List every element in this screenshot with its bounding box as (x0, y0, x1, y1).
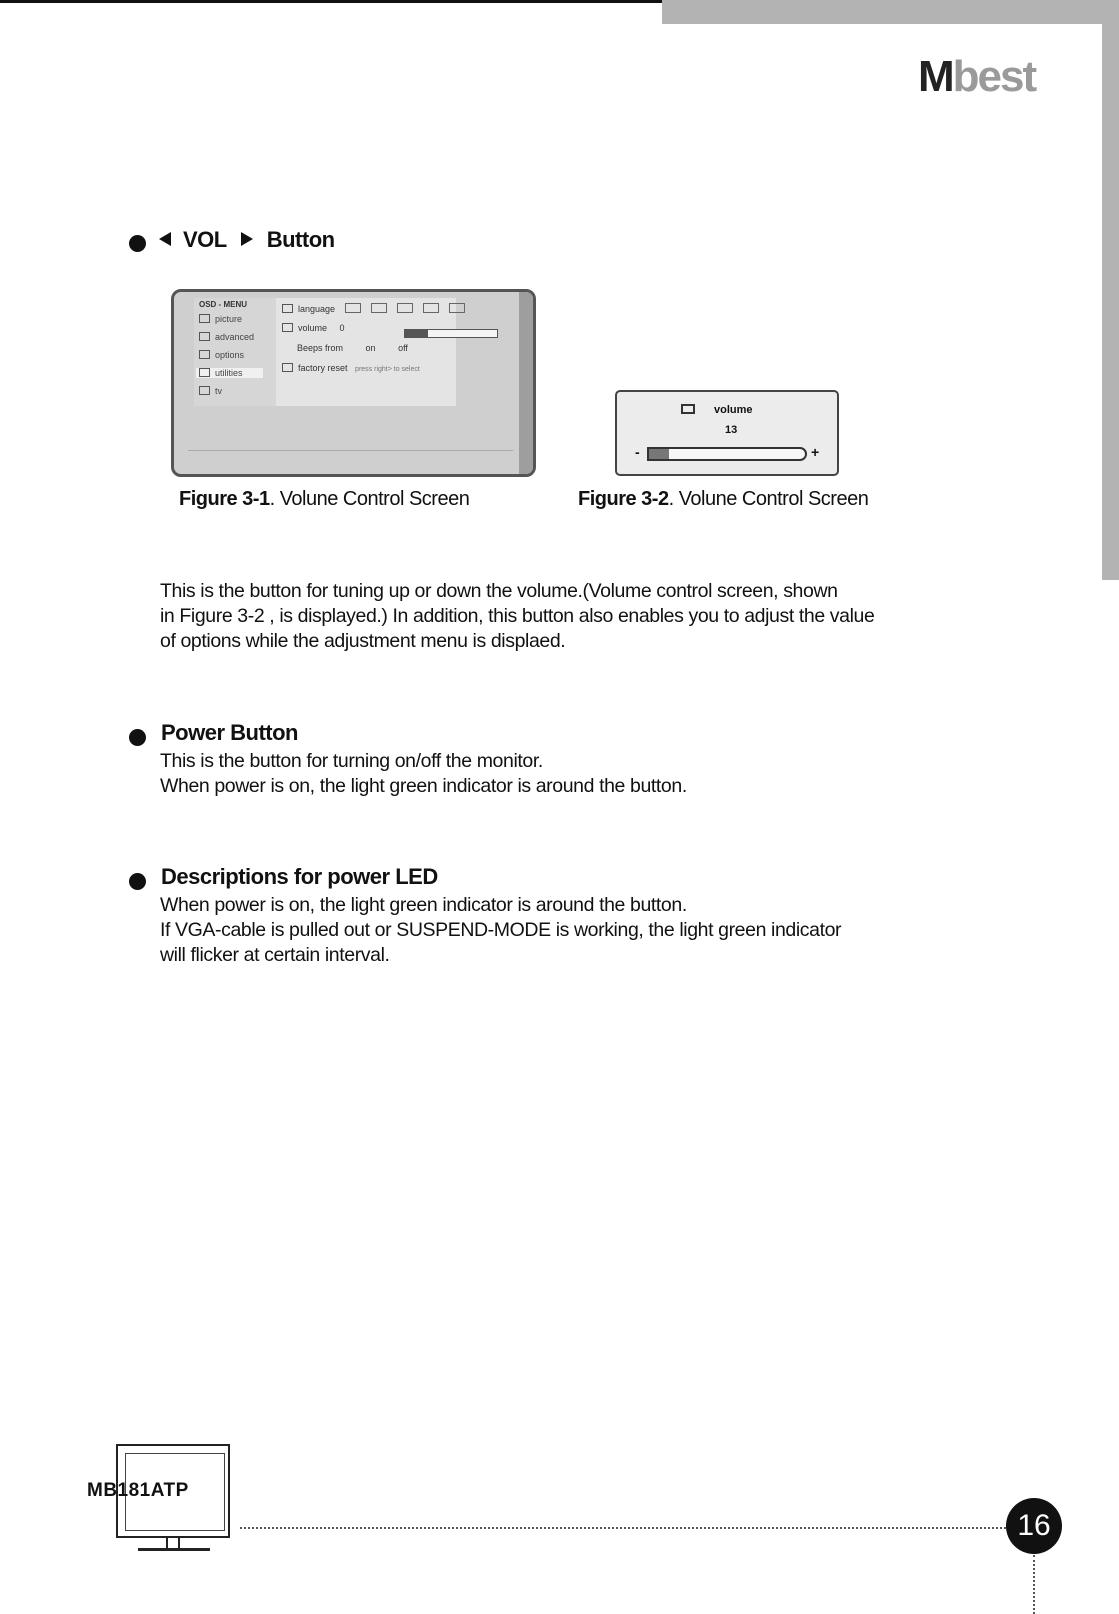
power-led-heading: Descriptions for power LED (161, 864, 438, 889)
divider (188, 450, 513, 451)
right-arrow-icon (241, 232, 253, 246)
osd-menu-sidebar (194, 298, 276, 406)
brand-logo: Mbest (918, 52, 1036, 101)
reset-icon (282, 363, 293, 372)
left-arrow-icon (159, 232, 171, 246)
utilities-icon (199, 368, 210, 377)
volume-icon (282, 323, 293, 332)
page-number: 16 (1006, 1498, 1062, 1554)
osd-row-factory-reset: factory reset press right> to select (282, 363, 420, 373)
osd-volume-value: 0 (339, 323, 345, 333)
osd-menu-item: options (199, 350, 244, 360)
bullet-icon (129, 235, 146, 252)
power-led-description: When power is on, the light green indicator is around the button. If VGA-cable is pulled out or SUSPEND-MODE is working, the light green indicator will flicker at certain interval. (160, 894, 842, 966)
osd-volume-fill (405, 330, 428, 337)
figure-1-caption: Figure 3-1. Volune Control Screen (179, 488, 470, 510)
flag-icon (449, 303, 465, 313)
flag-icon (423, 303, 439, 313)
picture-icon (199, 314, 210, 323)
footer-vertical-dots (1033, 1555, 1035, 1614)
flag-icon (371, 303, 387, 313)
footer-dotted-rule (240, 1527, 1010, 1529)
bezel-shade (519, 292, 533, 474)
volume-slider-fill (649, 449, 669, 459)
vol-button-heading (159, 227, 335, 253)
vol-label: VOL (183, 227, 227, 252)
options-icon (199, 350, 210, 359)
figure-2-caption: Figure 3-2. Volune Control Screen (578, 488, 869, 510)
osd-volume-bar (404, 329, 498, 338)
osd-row-volume: volume 0 (282, 323, 345, 333)
top-gray-bar (662, 0, 1119, 24)
bullet-icon (129, 873, 146, 890)
top-rule (0, 0, 665, 3)
osd-menu-item: advanced (199, 332, 254, 342)
advanced-icon (199, 332, 210, 341)
osd-row-language: language (282, 303, 465, 314)
volume-label: volume (714, 404, 753, 416)
button-label: Button (266, 227, 335, 252)
flag-icon (397, 303, 413, 313)
osd-menu (194, 298, 456, 406)
bullet-icon (129, 729, 146, 746)
osd-menu-screenshot (171, 289, 536, 477)
volume-icon (681, 404, 695, 414)
model-name: MB181ATP (87, 1480, 189, 1501)
volume-value: 13 (725, 424, 738, 436)
osd-menu-item-selected: utilities (196, 368, 263, 378)
osd-menu-title: OSD - MENU (199, 300, 247, 309)
osd-menu-item: picture (199, 314, 242, 324)
power-button-heading: Power Button (161, 720, 298, 745)
language-icon (282, 304, 293, 313)
minus-sign: - (635, 444, 640, 460)
vol-description: This is the button for tuning up or down the volume.(Volume control screen, shown in Figure 3-2 , is displayed.) In addition, this button also enables you to adjust the value of options while the adjustment menu is displaed. (160, 580, 875, 652)
tv-icon (199, 386, 210, 395)
volume-slider (647, 447, 807, 461)
side-gray-bar (1102, 0, 1119, 580)
plus-sign: + (811, 444, 820, 460)
osd-menu-item: tv (199, 386, 222, 396)
power-description: This is the button for turning on/off the monitor. When power is on, the light green indicator is around the button. (160, 750, 687, 797)
osd-row-beeps: Beeps from on off (297, 343, 408, 353)
flag-icon (345, 303, 361, 313)
volume-osd-screenshot (615, 390, 839, 476)
